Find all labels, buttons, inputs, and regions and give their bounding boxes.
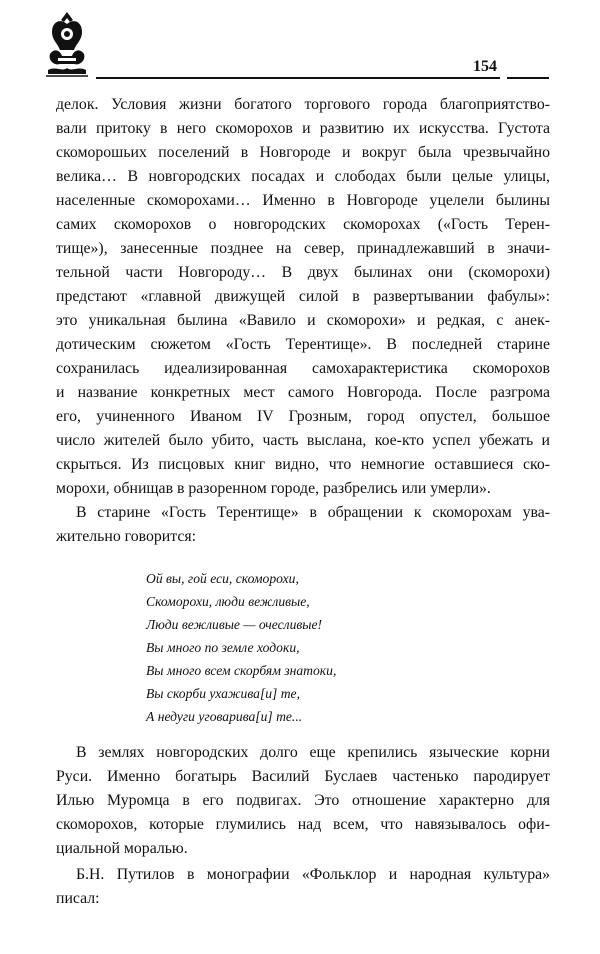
text-line: и название конкретных мест самого Новгорода. После разгрома	[56, 384, 550, 401]
text-line: делок. Условия жизни богатого торгового города благоприятство-	[56, 96, 550, 113]
page-number: 154	[473, 58, 497, 75]
header-rule	[96, 77, 500, 79]
text-line: тище»), занесенные позднее на север, принадлежавший в значи-	[56, 240, 550, 257]
verse-line: А недуги уговарива[и] те...	[146, 709, 303, 724]
verse-line: Ой вы, гой еси, скоморохи,	[146, 571, 299, 586]
page-number-underline	[507, 77, 549, 79]
text-line: самих скоморохов о новгородских скоморохах («Гость Терен-	[56, 216, 550, 233]
text-line: его, учиненного Иваном IV Грозным, город опустел, большое	[56, 408, 550, 425]
text-line: населенные скоморохами… Именно в Новгороде уцелели былины	[56, 192, 550, 209]
text-line: циальной моралью.	[56, 840, 188, 857]
verse-line: Вы скорби ухажива[и] те,	[146, 686, 300, 701]
text-line: скоморошьих поселений в Новгороде и вокруг была чрезвычайно	[56, 144, 550, 161]
text-line: дотическим сюжетом «Гость Терентище». В последней старине	[56, 336, 550, 353]
verse-line: Люди вежливые — очесливые!	[146, 617, 323, 632]
text-line: Б.Н. Путилов в монографии «Фольклор и народная культура»	[76, 866, 550, 883]
text-line: скрыться. Из писцовых книг видно, что немногие оставшиеся ско-	[56, 456, 550, 473]
text-line: жительно говорится:	[56, 528, 197, 545]
text-line: сохранилась идеализированная самохарактеристика скоморохов	[56, 360, 550, 377]
text-line: писал:	[56, 890, 100, 907]
text-line: В землях новгородских долго еще крепились языческие корни	[76, 744, 550, 761]
verse-line: Вы много по земле ходоки,	[146, 640, 300, 655]
text-line: скоморохов, которые глумились над всем, что навязывалось офи-	[56, 816, 550, 833]
text-line: Руси. Именно богатырь Василий Буслаев частенько пародирует	[56, 768, 550, 785]
text-line: В старине «Гость Терентище» в обращении к скоморохам ува-	[76, 504, 550, 521]
text-line: это уникальная былина «Вавило и скоморохи» и редкая, с анек-	[56, 312, 550, 329]
text-line: велика… В новгородских посадах и слободах были целые улицы,	[56, 168, 550, 185]
text-line: предстают «главной движущей силой в развертывании фабулы»:	[56, 288, 550, 305]
ornament-emblem-icon	[44, 10, 90, 78]
text-line: число жителей было убито, часть выслана, кое-кто успел убежать и	[56, 432, 550, 449]
text-line: Илью Муромца в его подвигах. Это отношение характерно для	[56, 792, 550, 809]
text-line: тельной части Новгороду… В двух былинах они (скоморохи)	[56, 264, 550, 281]
verse-line: Вы много всем скорбям знатоки,	[146, 663, 337, 678]
text-line: вали притоку в него скоморохов и развитию их искусства. Густота	[56, 120, 550, 137]
verse-line: Скоморохи, люди вежливые,	[146, 594, 310, 609]
text-line: морохи, обнищав в разоренном городе, разбрелись или умерли».	[56, 480, 491, 497]
